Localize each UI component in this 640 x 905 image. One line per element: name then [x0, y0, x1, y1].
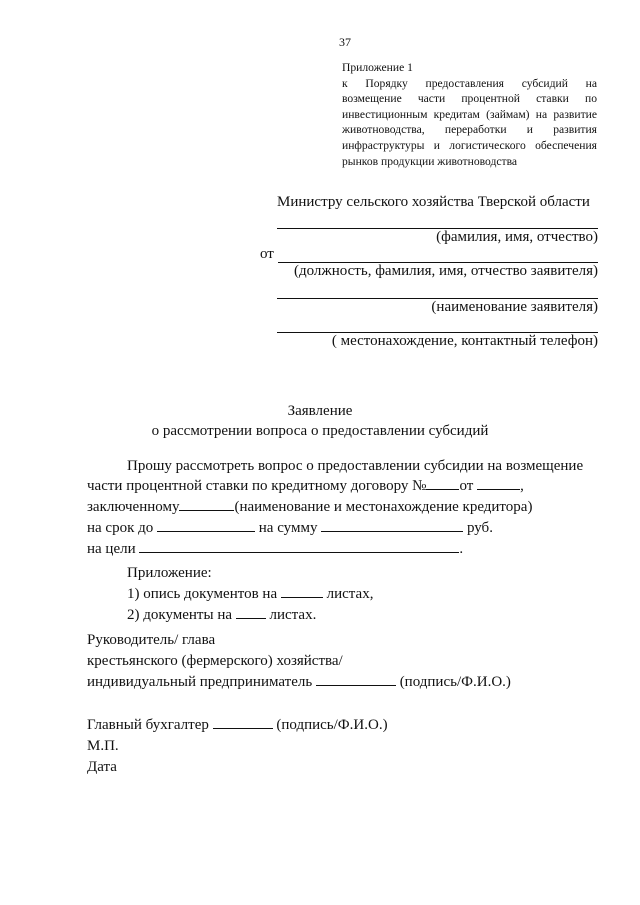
contract-date-blank: [477, 476, 520, 490]
page-number: 37: [339, 35, 351, 49]
attachment-item-1: [127, 584, 373, 605]
applicant-caption: (должность, фамилия, имя, отчество заявителя): [293, 263, 598, 279]
name-caption: (фамилия, имя, отчество): [436, 229, 598, 245]
purpose-text: на цели: [87, 541, 136, 557]
request-line-2: [87, 476, 524, 497]
currency-text: руб.: [466, 520, 493, 536]
accountant-text: Главный бухгалтер: [87, 717, 209, 733]
amount-text: на сумму: [258, 520, 318, 536]
term-text: на срок до: [87, 520, 154, 536]
addressee-to: Министру сельского хозяйства Тверской области: [277, 194, 590, 210]
location-caption: ( местонахождение, контактный телефон): [331, 333, 598, 349]
attachment-item-1-text: 1) опись документов на: [127, 586, 278, 602]
attachment-item-2-text: 2) документы на: [127, 607, 232, 623]
documents-pages-blank: [236, 605, 266, 619]
head-signature-caption: (подпись/Ф.И.О.): [399, 674, 511, 690]
creditor-caption: (наименование и местонахождение кредитора): [234, 499, 533, 515]
head-signature-blank: [316, 672, 396, 686]
period: .: [459, 541, 464, 557]
request-line-3: [87, 497, 532, 518]
attachment-item-2-pages: листах.: [269, 607, 317, 623]
attachment-item-2: [127, 605, 316, 626]
entrepreneur-text: индивидуальный предприниматель: [87, 674, 313, 690]
date-label: Дата: [87, 759, 117, 775]
request-line-5: [87, 539, 463, 560]
annex-title: Приложение 1: [342, 61, 413, 74]
document-title: Заявление: [287, 403, 353, 419]
accountant-signature-caption: (подпись/Ф.И.О.): [276, 717, 388, 733]
accountant-signature-blank: [213, 715, 273, 729]
comma: ,: [520, 478, 524, 494]
concluded-text: заключенному: [87, 499, 180, 515]
request-line-1: Прошу рассмотреть вопрос о предоставлении субсидии на возмещение: [127, 458, 584, 474]
stamp-label: М.П.: [87, 738, 119, 754]
amount-blank: [321, 518, 463, 532]
head-title-line-2: крестьянского (фермерского) хозяйства/: [87, 653, 343, 669]
from-text: от: [459, 478, 474, 494]
from-label: от: [260, 246, 274, 262]
head-title-line-3: [87, 672, 511, 693]
org-caption: (наименование заявителя): [431, 299, 598, 315]
annex-text: к Порядку предоставления субсидий на возмещение части процентной ставки по инвестиционным кредитам (займам) на развитие животноводства, переработки и развития инфраструктуры и логистического обеспечения рынков продукции животноводства: [342, 76, 597, 168]
request-line-4: [87, 518, 493, 539]
inventory-pages-blank: [281, 584, 323, 598]
term-blank: [157, 518, 255, 532]
accountant-line: [87, 715, 388, 736]
contract-number-blank: [426, 476, 459, 490]
attachments-heading: Приложение:: [127, 565, 212, 581]
head-title-line-1: Руководитель/ глава: [87, 632, 216, 648]
document-subtitle: о рассмотрении вопроса о предоставлении субсидий: [151, 423, 489, 439]
attachment-item-1-pages: листах,: [326, 586, 374, 602]
request-line-2-text: части процентной ставки по кредитному договору №: [87, 478, 427, 494]
annex-block: [342, 60, 597, 169]
purpose-blank: [139, 539, 459, 553]
creditor-blank: [179, 497, 234, 511]
